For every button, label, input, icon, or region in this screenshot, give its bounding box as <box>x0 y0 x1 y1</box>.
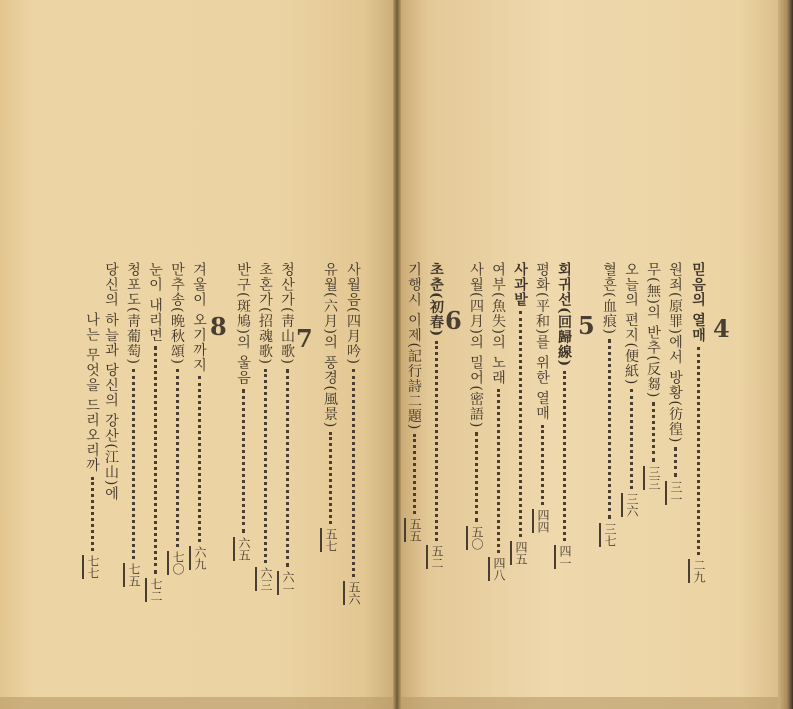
toc-entry-page: 六五 <box>233 537 253 561</box>
toc-entry <box>318 262 342 552</box>
toc-entry-title: 초춘(初春) <box>428 262 444 338</box>
toc-entry-page: 六一 <box>277 571 297 595</box>
leader-dots <box>91 477 94 551</box>
toc-entry-page: 五六 <box>343 581 363 605</box>
toc-entry-title: 만추송(晩秋頌) <box>169 262 185 365</box>
toc-entry <box>80 312 104 579</box>
right-page <box>398 0 778 709</box>
toc-entry-page: 七二 <box>145 578 165 602</box>
book-edge <box>778 0 793 709</box>
leader-dots <box>563 371 566 541</box>
leader-dots <box>652 402 655 462</box>
toc-entry-page: 六九 <box>189 546 209 570</box>
leader-dots <box>541 425 544 505</box>
toc-entry-page: 五二 <box>426 545 446 569</box>
toc-entry-page: 五五 <box>404 518 424 542</box>
toc-entry-title: 사과밭 <box>512 262 528 307</box>
leader-dots <box>497 389 500 553</box>
toc-entry <box>641 262 665 490</box>
leader-dots <box>242 389 245 533</box>
leader-dots <box>329 432 332 524</box>
page-shadow <box>398 697 778 709</box>
toc-entry-page: 六三 <box>255 567 275 591</box>
toc-entry-title: 기행시 이제(記行詩二題) <box>406 262 422 431</box>
leader-dots <box>630 389 633 489</box>
toc-entry-title: 반구(斑鳩)의 울음 <box>235 262 251 386</box>
toc-entry-page: 四五 <box>510 541 530 565</box>
toc-entry-title: 믿음의 열매 <box>690 262 706 343</box>
leader-dots <box>608 339 611 519</box>
toc-entry-title: 사월(四月)의 밀어(密語) <box>468 262 484 429</box>
toc-entry <box>464 262 488 550</box>
leader-dots <box>286 369 289 567</box>
toc-entry <box>619 262 643 517</box>
toc-entry-title: 여부(魚失)의 노래 <box>490 262 506 386</box>
toc-entry <box>686 262 710 583</box>
toc-entry <box>187 262 211 570</box>
toc-entry <box>597 262 621 547</box>
toc-entry-page: 七七 <box>82 555 102 579</box>
leader-dots <box>132 369 135 559</box>
leader-dots <box>352 369 355 577</box>
toc-entry <box>275 262 299 595</box>
toc-entry <box>253 262 277 591</box>
toc-entry <box>143 262 167 602</box>
page-shadow <box>0 697 396 709</box>
toc-entry-title: 겨울이 오기까지 <box>191 262 207 373</box>
toc-entry <box>165 262 189 575</box>
toc-entry <box>663 262 687 505</box>
section-number-5: 5 <box>578 311 595 340</box>
toc-entry-page: 三一 <box>665 481 685 505</box>
toc-entry <box>508 262 532 565</box>
section-number-7: 7 <box>296 324 313 353</box>
leader-dots <box>519 311 522 537</box>
toc-entry <box>231 262 255 561</box>
toc-entry-page: 三三 <box>643 466 663 490</box>
leader-dots <box>475 432 478 522</box>
leader-dots <box>435 341 438 541</box>
toc-entry-page: 五七 <box>320 528 340 552</box>
leader-dots <box>176 369 179 547</box>
toc-entry-title: 당신의 하늘과 당신의 강산(江山)에 <box>103 262 119 502</box>
toc-entry-title: 사월음(四月吟) <box>345 262 361 365</box>
leader-dots <box>264 369 267 563</box>
toc-entry <box>530 262 554 533</box>
toc-entry-title: 오늘의 편지(便紙) <box>623 262 639 386</box>
toc-entry-page: 四四 <box>532 509 552 533</box>
toc-entry-title: 회귀선(回歸線) <box>556 262 572 368</box>
leader-dots <box>413 434 416 514</box>
toc-entry-title: 초혼가(招魂歌) <box>257 262 273 365</box>
section-number-4: 4 <box>713 314 730 343</box>
toc-entry <box>552 262 576 569</box>
toc-entry-title: 원죄(原罪)에서 방황(彷徨) <box>667 262 683 444</box>
toc-entry <box>402 262 426 542</box>
leader-dots <box>674 447 677 477</box>
toc-entry-page: 三七 <box>599 523 619 547</box>
leader-dots <box>198 376 201 542</box>
toc-entry-title: 나는 무엇을 드리오리까 <box>84 312 100 473</box>
section-number-6: 6 <box>445 306 462 335</box>
toc-entry-title: 유월(六月)의 풍경(風景) <box>322 262 338 429</box>
toc-entry-page: 四一 <box>554 545 574 569</box>
toc-entry <box>486 262 510 581</box>
toc-entry-title: 눈이 내리면 <box>147 262 163 343</box>
leader-dots <box>154 346 157 574</box>
toc-entry-title: 청산가(靑山歌) <box>279 262 295 365</box>
toc-entry <box>341 262 365 605</box>
toc-entry-title: 평화(平和)를 위한 열매 <box>534 262 550 421</box>
toc-entry-page: 七〇 <box>167 551 187 575</box>
toc-entry-page: 二九 <box>688 559 708 583</box>
toc-entry-page: 七五 <box>123 563 143 587</box>
section-number-8: 8 <box>210 312 227 341</box>
toc-entry-page: 三六 <box>621 493 641 517</box>
toc-entry <box>121 262 145 587</box>
leader-dots <box>697 347 700 555</box>
toc-entry <box>424 262 448 569</box>
book-gutter <box>393 0 401 709</box>
toc-entry-title: 무(無)의 반추(反芻) <box>645 262 661 399</box>
toc-entry-title: 청포도(靑葡萄) <box>125 262 141 365</box>
toc-entry-page: 五〇 <box>466 526 486 550</box>
toc-entry-title: 혈흔(血痕) <box>601 262 617 335</box>
toc-entry-page: 四八 <box>488 557 508 581</box>
